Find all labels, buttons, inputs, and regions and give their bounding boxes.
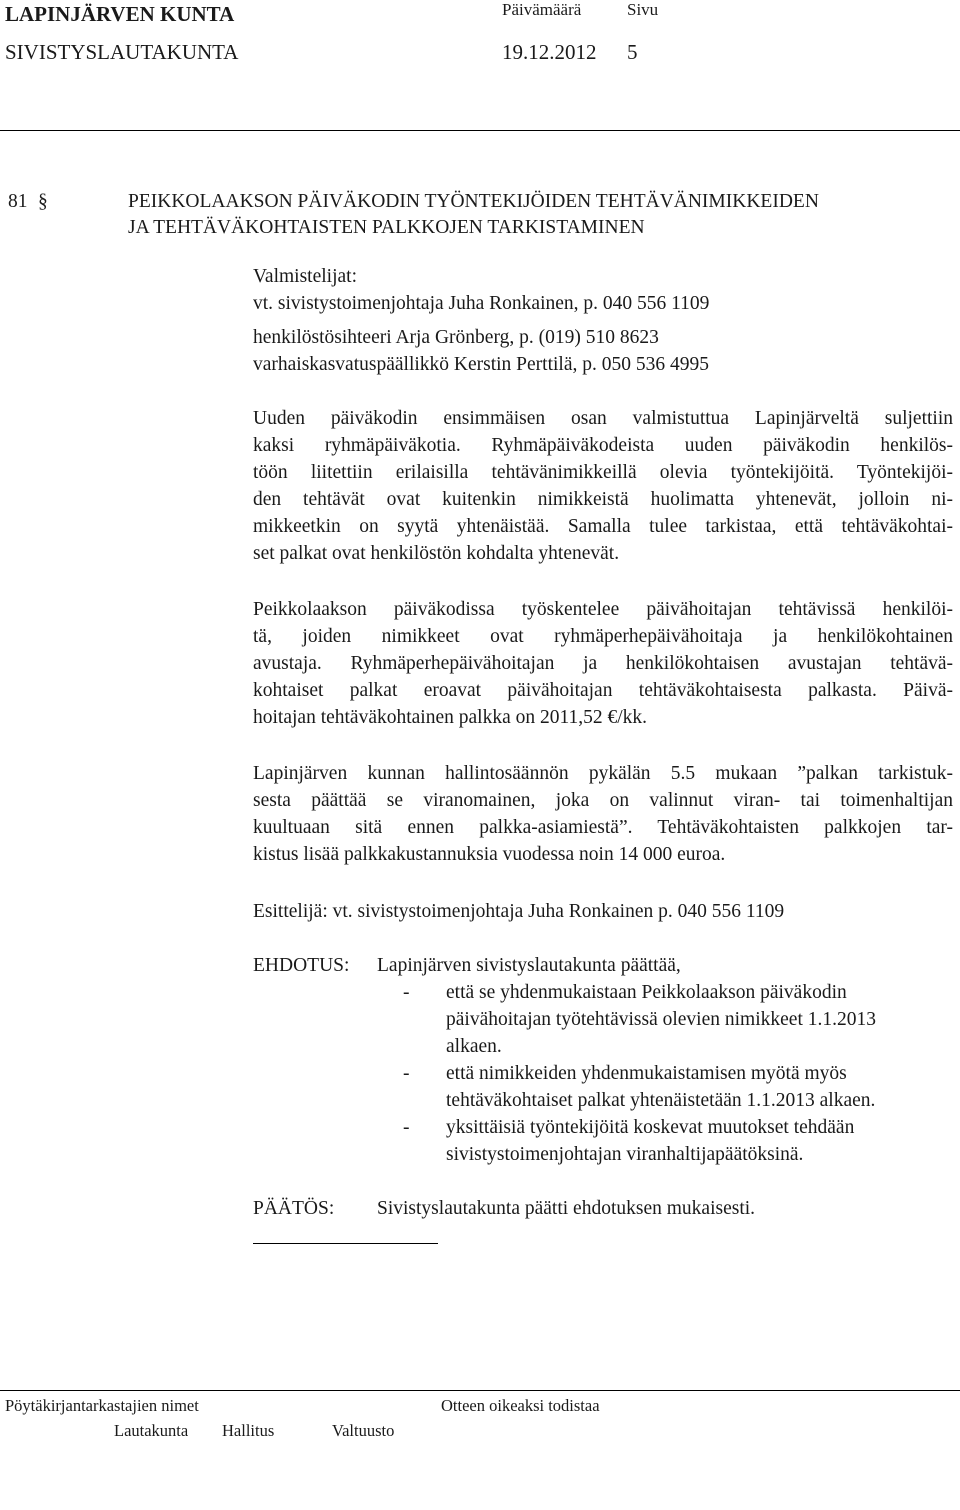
preparer-line: varhaiskasvatuspäällikkö Kerstin Perttilä, p. 050 536 4995 — [253, 354, 710, 375]
list-dash: - — [403, 982, 410, 1003]
list-item-line: alkaen. — [446, 1036, 502, 1057]
section-number: 81 — [8, 191, 28, 212]
text-line: avustaja. Ryhmäperhepäivähoitajan ja henkilökohtaisen avustajan tehtävä- — [253, 653, 953, 674]
list-item-line: päivähoitajan työtehtävissä olevien nimikkeet 1.1.2013 — [446, 1009, 876, 1030]
body-paragraph-2 — [253, 596, 953, 731]
preparer-line: henkilöstösihteeri Arja Grönberg, p. (019) 510 8623 — [253, 327, 659, 348]
list-item-line: että nimikkeiden yhdenmukaistamisen myötä myös — [446, 1063, 847, 1084]
text-line: kuultuaan sitä ennen palkka-asiamiestä”. Tehtäväkohtaisten palkkojen tar- — [253, 817, 953, 838]
decision-label: PÄÄTÖS: — [253, 1198, 335, 1219]
decision-text: Sivistyslautakunta päätti ehdotuksen mukaisesti. — [377, 1198, 756, 1219]
text-line: töön liitettiin erilaisilla tehtävänimikkeillä olevia työntekijöitä. Työntekijöi- — [253, 462, 953, 483]
certified-label: Otteen oikeaksi todistaa — [441, 1396, 600, 1415]
text-line: Uuden päiväkodin ensimmäisen osan valmistuttua Lapinjärveltä suljettiin — [253, 408, 953, 429]
decision-rule — [253, 1243, 438, 1244]
body-paragraph-1 — [253, 405, 953, 567]
page-number: 5 — [627, 40, 638, 64]
text-line: kaksi ryhmäpäiväkotia. Ryhmäpäiväkodeista uuden päiväkodin henkilös- — [253, 435, 953, 456]
date-label: Päivämäärä — [502, 0, 582, 19]
list-item-line: että se yhdenmukaistaan Peikkolaakson päiväkodin — [446, 982, 847, 1003]
text-line: Lapinjärven kunnan hallintosäännön pykälän 5.5 mukaan ”palkan tarkistuk- — [253, 763, 953, 784]
header-rule — [0, 130, 960, 131]
text-line: set palkat ovat henkilöstön kohdalta yhtenevät. — [253, 543, 620, 564]
text-line: Peikkolaakson päiväkodissa työskentelee päivähoitajan tehtävissä henkilöi- — [253, 599, 953, 620]
signer-valtuusto: Valtuusto — [332, 1421, 395, 1440]
list-dash: - — [403, 1117, 410, 1138]
text-line: mikkeetkin on syytä yhtenäistää. Samalla tulee tarkistaa, että tehtäväkohtai- — [253, 516, 953, 537]
signer-lautakunta: Lautakunta — [114, 1421, 189, 1440]
text-line: kistus lisää palkkakustannuksia vuodessa noin 14 000 euroa. — [253, 844, 726, 865]
committee-name: SIVISTYSLAUTAKUNTA — [5, 40, 239, 64]
page-label: Sivu — [627, 0, 659, 19]
list-item-line: sivistystoimenjohtajan viranhaltijapäätöksinä. — [446, 1144, 804, 1165]
document-date: 19.12.2012 — [502, 40, 597, 64]
text-line: tä, joiden nimikkeet ovat ryhmäperhepäivähoitaja ja henkilökohtainen — [253, 626, 953, 647]
preparer-line: vt. sivistystoimenjohtaja Juha Ronkainen, p. 040 556 1109 — [253, 293, 710, 314]
section-symbol: § — [38, 191, 48, 212]
preparers-label: Valmistelijat: — [253, 266, 357, 287]
list-dash: - — [403, 1063, 410, 1084]
text-line: kohtaiset palkat eroavat päivähoitajan tehtäväkohtaisesta palkasta. Päivä- — [253, 680, 953, 701]
text-line: den tehtävät ovat kuitenkin nimikkeistä huolimatta yhtenevät, jolloin ni- — [253, 489, 953, 510]
reviewers-label: Pöytäkirjantarkastajien nimet — [5, 1396, 199, 1415]
proposal-label: EHDOTUS: — [253, 955, 350, 976]
section-title-line2: JA TEHTÄVÄKOHTAISTEN PALKKOJEN TARKISTAMINEN — [128, 217, 645, 238]
list-item-line: tehtäväkohtaiset palkat yhtenäistetään 1.1.2013 alkaen. — [446, 1090, 876, 1111]
list-item-line: yksittäisiä työntekijöitä koskevat muutokset tehdään — [446, 1117, 855, 1138]
signer-hallitus: Hallitus — [222, 1421, 275, 1440]
text-line: hoitajan tehtäväkohtainen palkka on 2011,52 €/kk. — [253, 707, 648, 728]
text-line: sesta päättää se viranomainen, joka on valinnut viran- tai toimenhaltijan — [253, 790, 953, 811]
section-title-line1: PEIKKOLAAKSON PÄIVÄKODIN TYÖNTEKIJÖIDEN TEHTÄVÄNIMIKKEIDEN — [128, 191, 819, 212]
footer-rule — [0, 1390, 960, 1391]
organization-name: LAPINJÄRVEN KUNTA — [5, 2, 235, 26]
body-paragraph-3 — [253, 760, 953, 868]
proposal-intro: Lapinjärven sivistyslautakunta päättää, — [377, 955, 681, 976]
presenter-line: Esittelijä: vt. sivistystoimenjohtaja Juha Ronkainen p. 040 556 1109 — [253, 901, 785, 922]
